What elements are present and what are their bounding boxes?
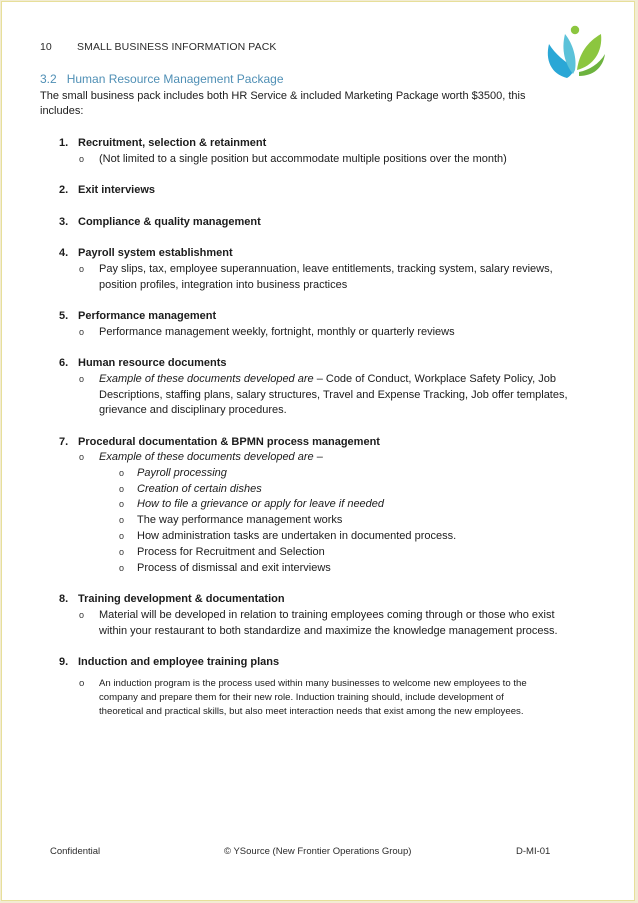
nested-item: Creation of certain dishes	[137, 483, 262, 495]
nested-item: The way performance management works	[137, 514, 343, 526]
nested-item: How administration tasks are undertaken in documented process.	[137, 530, 457, 542]
footer-confidential: Confidential	[50, 846, 101, 857]
sub-item-rest: –	[313, 451, 323, 463]
bullet-icon: o	[119, 499, 125, 509]
list-number: 4.	[59, 247, 69, 259]
bullet-icon: o	[79, 452, 85, 462]
sub-item-continued: grievance and disciplinary procedures.	[99, 404, 287, 416]
sub-item: An induction program is the process used within many businesses to welcome new employees to the	[99, 678, 527, 689]
bullet-icon: o	[119, 563, 125, 573]
bullet-icon: o	[79, 327, 85, 337]
intro-line-2: includes:	[40, 105, 84, 117]
nested-item: Payroll processing	[137, 467, 227, 479]
list-number: 2.	[59, 184, 69, 196]
list-number: 3.	[59, 216, 69, 228]
bullet-icon: o	[119, 515, 125, 525]
sub-item-continued: within your restaurant to both standardize and maximize the knowledge management process.	[99, 625, 558, 637]
list-item-title: Recruitment, selection & retainment	[78, 137, 267, 149]
sub-item-continued: theoretical and practical skills, but also meet interaction needs that exist among the new employees.	[99, 706, 524, 717]
list-item-title: Exit interviews	[78, 184, 156, 196]
footer-doc-code: D-MI-01	[516, 846, 551, 857]
sub-item: Pay slips, tax, employee superannuation, leave entitlements, tracking system, salary reviews,	[99, 263, 553, 275]
list-item-title: Performance management	[78, 310, 217, 322]
sub-item: Material will be developed in relation to training employees coming through or those who exist	[99, 609, 555, 621]
sub-item-continued: company and prepare them for their new role. Induction training should, include development of	[99, 692, 504, 703]
bullet-icon: o	[119, 468, 125, 478]
intro-line-1: The small business pack includes both HR Service & included Marketing Package worth $3500, this	[40, 90, 526, 102]
list-number: 5.	[59, 310, 69, 322]
sub-item: Performance management weekly, fortnight, monthly or quarterly reviews	[99, 326, 455, 338]
nested-item: Process of dismissal and exit interviews	[137, 562, 331, 574]
sub-item-italic: Example of these documents developed are	[99, 451, 314, 463]
bullet-icon: o	[119, 531, 125, 541]
list-item-title: Compliance & quality management	[78, 216, 261, 228]
nested-item: How to file a grievance or apply for leave if needed	[137, 498, 385, 510]
list-item-title: Human resource documents	[78, 357, 227, 369]
list-number: 6.	[59, 357, 69, 369]
sub-item-continued: Descriptions, staffing plans, salary structures, Travel and Expense Tracking, Job offer templates,	[99, 389, 568, 401]
document-page	[1, 1, 635, 901]
list-number: 7.	[59, 436, 69, 448]
nested-item: Process for Recruitment and Selection	[137, 546, 325, 558]
bullet-icon: o	[79, 610, 85, 620]
list-item-title: Payroll system establishment	[78, 247, 233, 259]
section-number: 3.2	[40, 72, 57, 86]
list-item-title: Training development & documentation	[78, 593, 285, 605]
bullet-icon: o	[119, 484, 125, 494]
list-number: 9.	[59, 656, 69, 668]
list-item-title: Induction and employee training plans	[78, 656, 280, 668]
footer-copyright: © YSource (New Frontier Operations Group)	[224, 846, 412, 857]
bullet-icon: o	[119, 547, 125, 557]
sub-item	[99, 450, 323, 465]
bullet-icon: o	[79, 678, 85, 689]
bullet-icon: o	[79, 264, 85, 274]
bullet-icon: o	[79, 154, 85, 164]
list-item-title: Procedural documentation & BPMN process management	[78, 436, 380, 448]
section-heading	[40, 72, 284, 86]
sub-item-rest: – Code of Conduct, Workplace Safety Policy, Job	[313, 373, 556, 385]
section-title: Human Resource Management Package	[66, 72, 284, 86]
sub-item: (Not limited to a single position but accommodate multiple positions over the month)	[99, 153, 507, 165]
page-number: 10	[40, 41, 52, 53]
list-number: 1.	[59, 137, 69, 149]
sub-item-italic: Example of these documents developed are	[99, 373, 314, 385]
bullet-icon: o	[79, 374, 85, 384]
sub-item-continued: position profiles, integration into business practices	[99, 279, 348, 291]
list-number: 8.	[59, 593, 69, 605]
sub-item	[99, 372, 556, 387]
header-title: SMALL BUSINESS INFORMATION PACK	[77, 41, 277, 53]
company-logo-icon	[545, 24, 607, 80]
